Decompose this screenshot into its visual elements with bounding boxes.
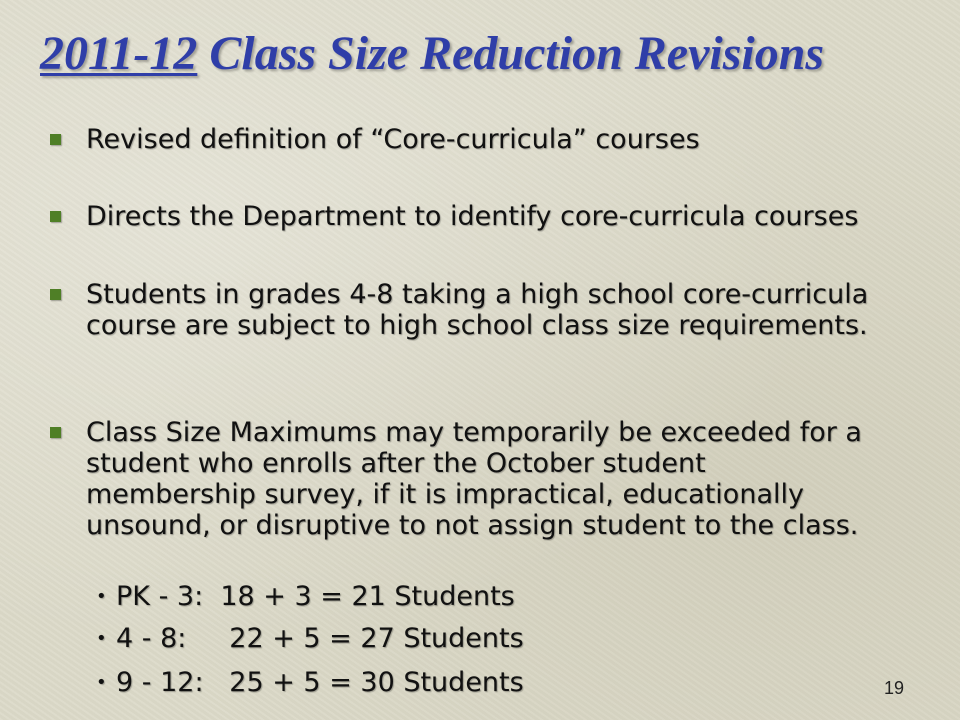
sub-bullet-item [96,667,524,698]
sub-bullet-text: 9 - 12: 25 + 5 = 30 Students [116,667,524,698]
square-bullet-icon [50,427,61,438]
bullet-item [50,417,880,541]
bullet-text: Directs the Department to identify core-curricula courses [86,201,859,232]
sub-bullet-item [96,581,515,612]
bullet-item [50,201,880,232]
bullet-text: Students in grades 4-8 taking a high school core-curricula course are subject to high school class size requirements. [86,279,869,341]
square-bullet-icon [50,134,61,145]
bullet-item [50,279,880,341]
bullet-text: Revised definition of “Core-curricula” courses [86,124,700,155]
round-bullet-icon: • [96,672,107,693]
square-bullet-icon [50,289,61,300]
sub-bullet-text: PK - 3: 18 + 3 = 21 Students [116,581,515,612]
square-bullet-icon [50,211,61,222]
sub-bullet-text: 4 - 8: 22 + 5 = 27 Students [116,623,524,654]
round-bullet-icon: • [96,586,107,607]
round-bullet-icon: • [96,628,107,649]
page-number: 19 [883,678,904,698]
sub-bullet-item [96,623,524,654]
bullet-item [50,124,880,155]
title-year: 2011-12 [40,27,198,80]
bullet-text: Class Size Maximums may temporarily be exceeded for a student who enrolls after the October student membership survey, if it is impractical, educationally unsound, or disruptive to not assign student to the class. [86,417,862,541]
title-text: Class Size Reduction Revisions [197,27,825,80]
